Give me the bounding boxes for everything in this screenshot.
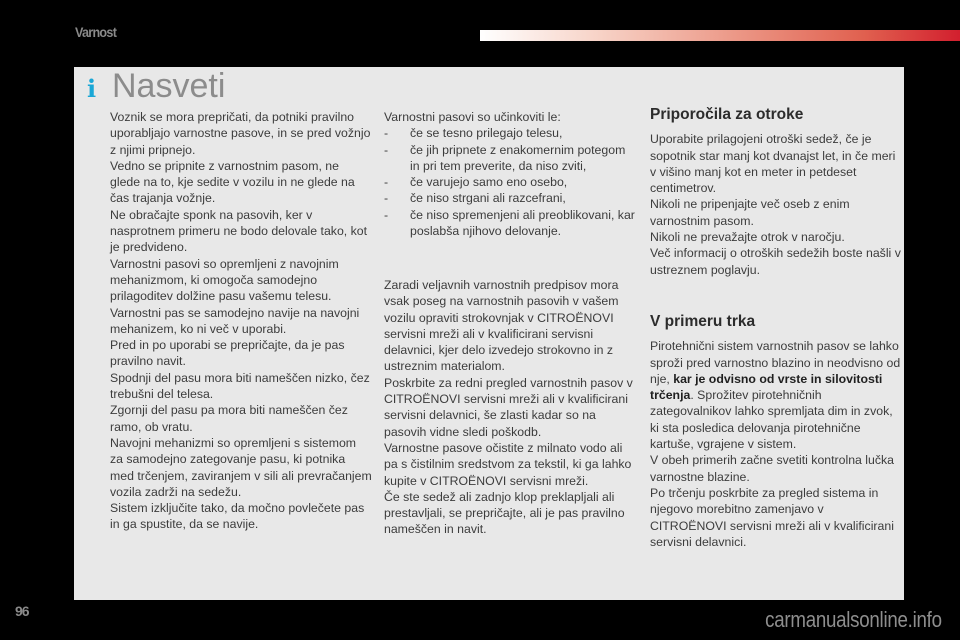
dash-bullet: - <box>384 142 389 157</box>
paragraph: Ne obračajte sponk na pasovih, ker v nasprotnem primeru ne bodo delovale tako, kot je predvideno. <box>110 207 368 255</box>
watermark: carmanualsonline.info <box>765 607 942 632</box>
column-effectiveness <box>384 109 636 239</box>
paragraph: Zaradi veljavnih varnostnih predpisov mora vsak poseg na varnostnih pasovih v vašem vozilu opraviti strokovnjak v CITROËNOVI servisni mreži ali v kvalificirani servisni delavnici, kjer delo izvedejo strokovno in z ustreznim materialom. <box>384 278 619 374</box>
list-item: - če niso strgani ali razcefrani, <box>384 191 566 206</box>
list-item: - če se tesno prilegajo telesu, <box>384 126 563 141</box>
paragraph: Zgornji del pasu pa mora biti nameščen čez ramo, ob vratu. <box>110 403 348 434</box>
paragraph: Pirotehnični sistem varnostnih pasov se lahko sproži pred varnostno blazino in neodvisno od nje, kar je odvisno od vrste in silovitosti trčenja. Sprožitev pirotehničnih zategovalnikov lahko spremljata dim in zvok, ki sta posledica delovanja pirotehnične kartuše, vgrajene v sistem. <box>650 339 901 452</box>
paragraph: Če ste sedež ali zadnjo klop preklapljali ali prestavljali, se prepričajte, ali je pas pravilno nameščen in navit. <box>384 489 625 537</box>
paragraph: Spodnji del pasu mora biti nameščen nizko, čez trebušni del telesa. <box>110 370 370 402</box>
header-gradient-bar <box>480 30 960 41</box>
paragraph: Nikoli ne pripenjajte več oseb z enim varnostnim pasom. <box>650 197 850 228</box>
paragraph: Varnostne pasove očistite z milnato vodo ali pa s čistilnim sredstvom za tekstil, ki ga lahko kupite v CITROËNOVI servisni mreži. <box>384 440 632 488</box>
paragraph: Uporabite prilagojeni otroški sedež, če je sopotnik star manj kot dvanajst let, in če meri v višino manj kot en meter in petdeset centimetrov. <box>650 132 896 196</box>
column-children <box>650 107 902 278</box>
page-number: 96 <box>15 603 29 619</box>
paragraph: Po trčenju poskrbite za pregled sistema in njegovo morebitno zamenjavo v CITROËNOVI servisni mreži ali v kvalificirani servisni delavnici. <box>650 485 894 549</box>
paragraph: Navojni mehanizmi so opremljeni s sistemom za samodejno zategovanje pasu, ki potnika med trčenjem, zaviranjem v sili ali prevračanjem vozila zadrži na sedežu. <box>110 435 372 499</box>
effectiveness-list <box>384 125 636 239</box>
paragraph: V obeh primerih začne svetiti kontrolna lučka varnostne blazine. <box>650 453 895 484</box>
heading-children: Priporočila za otroke <box>650 106 804 123</box>
column-maintenance <box>384 277 636 538</box>
paragraph: Varnostni pasovi so opremljeni z navojnim mehanizmom, ki omogoča samodejno prilagoditev dolžine pasu vašemu telesu. <box>110 256 339 304</box>
list-item: - če varujejo samo eno osebo, <box>384 175 568 190</box>
info-icon: i <box>87 74 97 103</box>
panel-title: Nasveti <box>112 67 226 105</box>
bold-emphasis: kar je odvisno od vrste in silovitosti trčenja <box>650 371 883 403</box>
paragraph: Vedno se pripnite z varnostnim pasom, ne glede na to, kje sedite v vozilu in ne glede na čas trajanja vožnje. <box>110 158 355 206</box>
paragraph: Sistem izključite tako, da močno povlečete pas in ga spustite, da se navije. <box>110 501 365 532</box>
paragraph: Poskrbite za redni pregled varnostnih pasov v CITROËNOVI servisni mreži ali v kvalificirani servisni delavnici, še zlasti kadar so na pasovih vidne sledi poškodb. <box>384 375 633 439</box>
heading-crash: V primeru trka <box>650 313 756 330</box>
list-item: - če niso spremenjeni ali preoblikovani, kar poslabša njihovo delovanje. <box>384 207 635 239</box>
dash-bullet: - <box>384 191 389 206</box>
list-intro: Varnostni pasovi so učinkoviti le: <box>384 110 561 124</box>
column-seatbelt-usage <box>110 109 372 533</box>
list-item: - če jih pripnete z enakomernim potegom in pri tem preverite, da niso zviti, <box>384 142 626 173</box>
paragraph: Več informacij o otroških sedežih boste našli v ustreznem poglavju. <box>650 246 901 277</box>
dash-bullet: - <box>384 126 389 141</box>
paragraph: Nikoli ne prevažajte otrok v naročju. <box>650 230 845 245</box>
paragraph: Voznik se mora prepričati, da potniki pravilno uporabljajo varnostne pasove, in se pred vožnjo z njimi pripnejo. <box>110 110 371 157</box>
section-title: Varnost <box>75 24 117 40</box>
paragraph: Pred in po uporabi se prepričajte, da je pas pravilno navit. <box>110 338 345 369</box>
dash-bullet: - <box>384 207 389 222</box>
column-crash <box>650 314 902 550</box>
paragraph: Varnostni pas se samodejno navije na navojni mehanizem, ko ni več v uporabi. <box>110 305 360 336</box>
dash-bullet: - <box>384 175 389 190</box>
